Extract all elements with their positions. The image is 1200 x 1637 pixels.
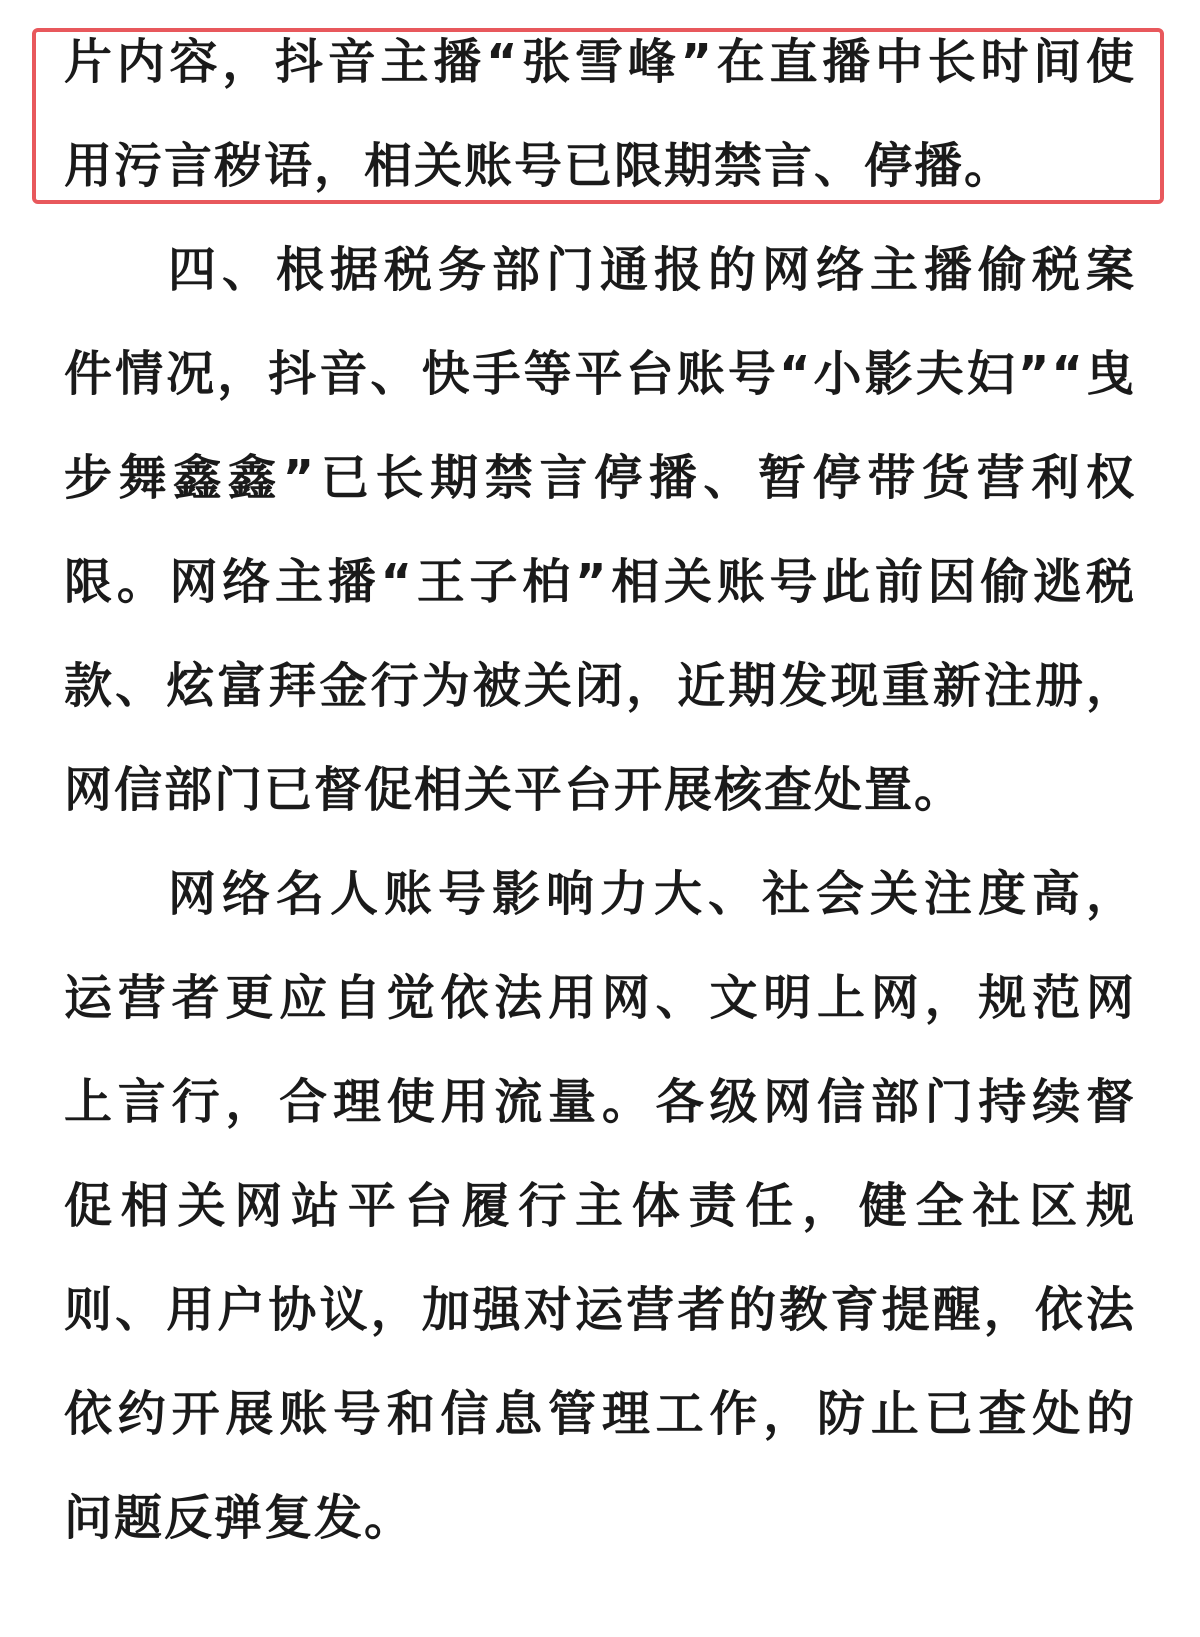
text-line: 片内容，抖音主播“张雪峰”在直播中长时间使: [64, 34, 1136, 90]
text-line: 限。网络主播“王子柏”相关账号此前因偷逃税: [64, 554, 1136, 610]
text-line: 网信部门已督促相关平台开展核查处置。: [64, 762, 965, 818]
paragraph-first-line: 四、根据税务部门通报的网络主播偷税案: [168, 242, 1136, 298]
text-line: 件情况，抖音、快手等平台账号“小影夫妇”“曳: [64, 346, 1136, 402]
text-line: 步舞鑫鑫”已长期禁言停播、暂停带货营利权: [64, 450, 1136, 506]
text-line: 促相关网站平台履行主体责任，健全社区规: [64, 1178, 1136, 1234]
text-line: 上言行，合理使用流量。各级网信部门持续督: [64, 1074, 1136, 1130]
text-line: 依约开展账号和信息管理工作，防止已查处的: [64, 1386, 1136, 1442]
text-line: 用污言秽语，相关账号已限期禁言、停播。: [64, 138, 1015, 194]
text-line: 则、用户协议，加强对运营者的教育提醒，依法: [64, 1282, 1136, 1338]
text-line: 款、炫富拜金行为被关闭，近期发现重新注册，: [64, 658, 1136, 714]
text-line: 运营者更应自觉依法用网、文明上网，规范网: [64, 970, 1136, 1026]
paragraph-first-line: 网络名人账号影响力大、社会关注度高，: [168, 866, 1136, 922]
text-line: 问题反弹复发。: [64, 1490, 415, 1546]
